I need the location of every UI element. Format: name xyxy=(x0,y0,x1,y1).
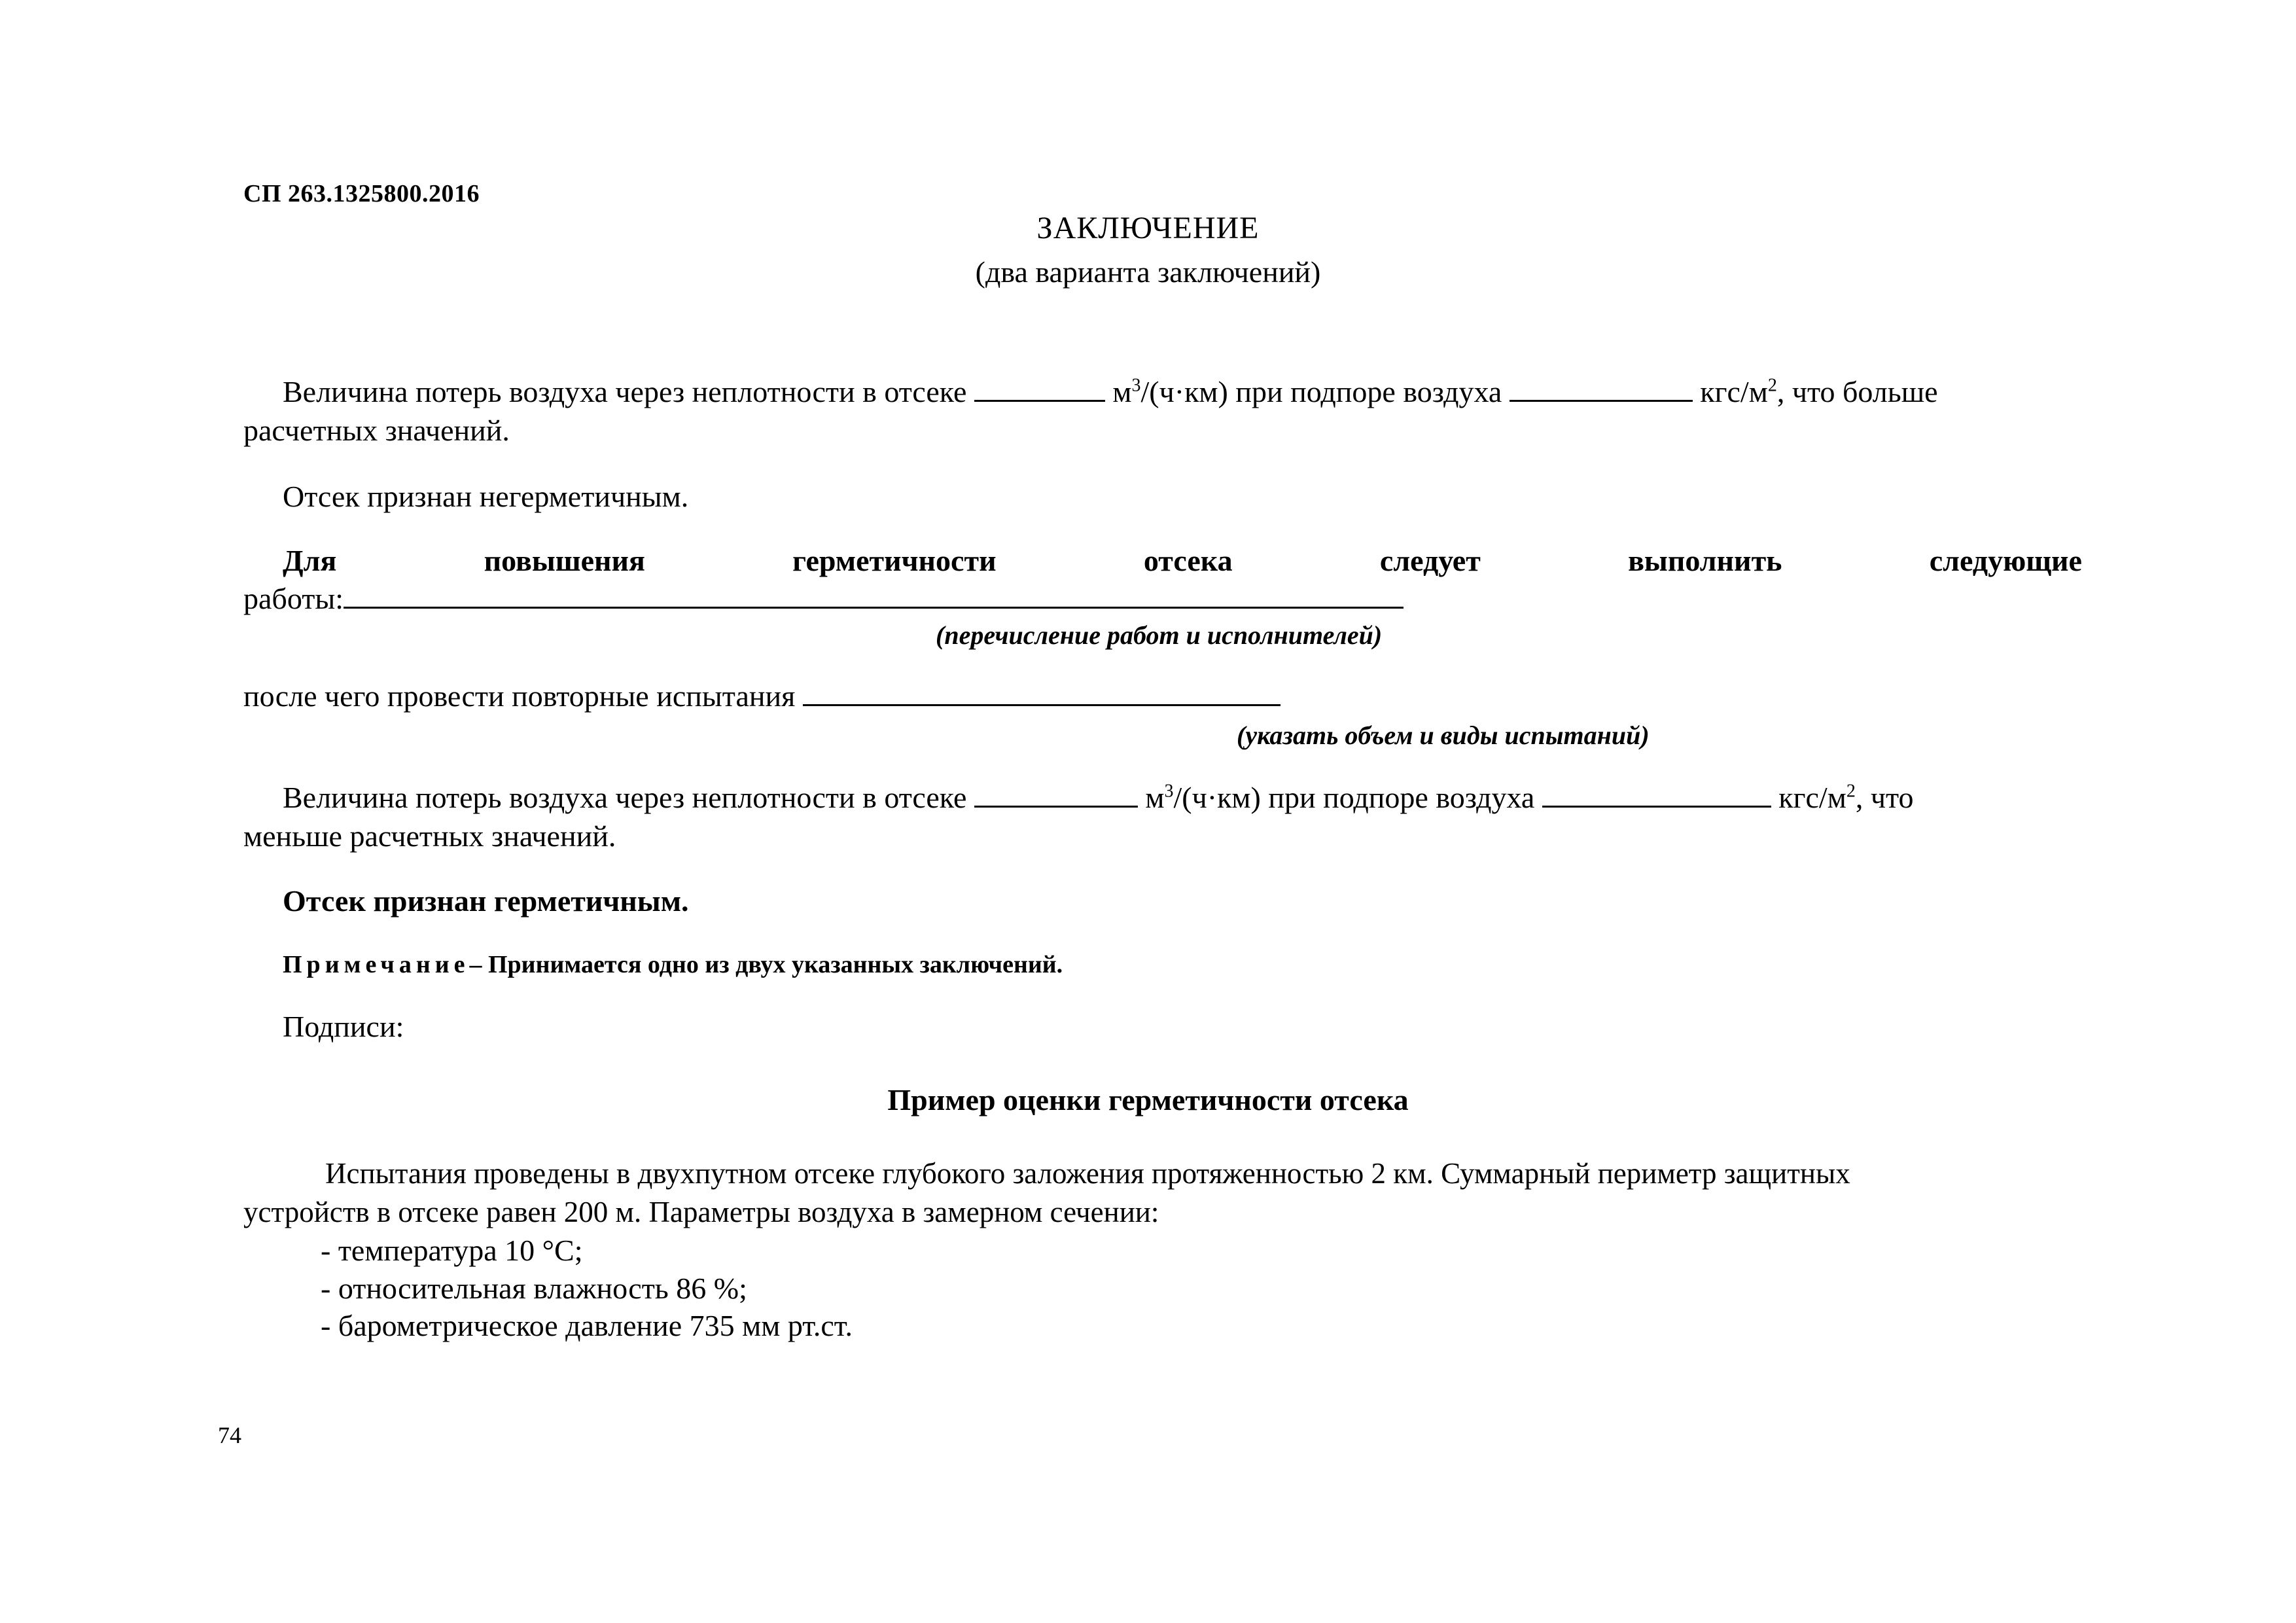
example-line1: Испытания проведены в двухпутном отсеке глубокого заложения протяженностью 2 км. Суммарный периметр защитных xyxy=(325,1157,1850,1190)
document-code: СП 263.1325800.2016 xyxy=(243,180,480,207)
air-loss-blank[interactable] xyxy=(974,374,1105,402)
word: Для xyxy=(283,544,337,577)
unit-text: м xyxy=(1145,781,1165,814)
signatures: Подписи: xyxy=(283,1010,404,1043)
variant1-verdict: Отсек признан негерметичным. xyxy=(283,480,689,513)
note xyxy=(283,949,1063,981)
superscript: 2 xyxy=(1767,375,1777,396)
superscript: 2 xyxy=(1846,781,1856,802)
superscript: 3 xyxy=(1131,375,1141,396)
word: герметичности xyxy=(792,544,997,577)
works-caption: (перечисление работ и исполнителей) xyxy=(936,620,1383,650)
variant2-verdict: Отсек признан герметичным. xyxy=(283,884,689,918)
pressure-blank-2[interactable] xyxy=(1542,779,1771,808)
retest-blank[interactable] xyxy=(803,678,1280,706)
unit-text: /(ч·км) при подпоре воздуха xyxy=(1173,781,1535,814)
variant1-paragraph xyxy=(243,373,2082,412)
works-label: работы: xyxy=(243,582,344,615)
page-subtitle: (два варианта заключений) xyxy=(975,255,1321,289)
word: следующие xyxy=(1929,544,2082,577)
example-line2: устройств в отсеке равен 200 м. Параметры воздуха в замерном сечении: xyxy=(243,1196,1159,1228)
variant2-paragraph xyxy=(243,779,2082,817)
word: следует xyxy=(1379,544,1481,577)
note-text: – Принимается одно из двух указанных заключений. xyxy=(469,951,1063,978)
unit-text: кгс/м xyxy=(1700,375,1768,408)
title-block xyxy=(0,208,2296,292)
air-loss-blank-2[interactable] xyxy=(974,779,1138,808)
variant2-tail: , что xyxy=(1855,781,1914,814)
word: выполнить xyxy=(1628,544,1782,577)
list-item: - температура 10 °С; xyxy=(321,1234,583,1267)
page-title: ЗАКЛЮЧЕНИЕ xyxy=(1036,211,1260,245)
works-line xyxy=(243,542,2082,580)
works-blank[interactable] xyxy=(344,580,1404,609)
unit-text: м xyxy=(1112,375,1132,408)
variant2-line2: меньше расчетных значений. xyxy=(243,819,616,853)
note-label: Примечание xyxy=(283,951,470,978)
variant1-text: Величина потерь воздуха через неплотности в отсеке xyxy=(283,375,967,408)
retest-label: после чего провести повторные испытания xyxy=(243,679,796,713)
unit-text: /(ч·км) при подпоре воздуха xyxy=(1140,375,1502,408)
retest-field xyxy=(243,677,2082,716)
page-number: 74 xyxy=(218,1422,241,1448)
retest-caption: (указать объем и виды испытаний) xyxy=(1237,721,1650,750)
works-field xyxy=(243,580,2082,618)
superscript: 3 xyxy=(1164,781,1174,802)
pressure-blank[interactable] xyxy=(1510,374,1693,402)
variant1-line2: расчетных значений. xyxy=(243,414,510,447)
list-item: - барометрическое давление 735 мм рт.ст. xyxy=(321,1309,853,1342)
variant1-tail: , что больше xyxy=(1776,375,1938,408)
variant2-text: Величина потерь воздуха через неплотности в отсеке xyxy=(283,781,967,814)
list-item: - относительная влажность 86 %; xyxy=(321,1272,747,1305)
word: отсека xyxy=(1143,544,1233,577)
word: повышения xyxy=(484,544,645,577)
example-title: Пример оценки герметичности отсека xyxy=(887,1083,1409,1116)
unit-text: кгс/м xyxy=(1778,781,1846,814)
